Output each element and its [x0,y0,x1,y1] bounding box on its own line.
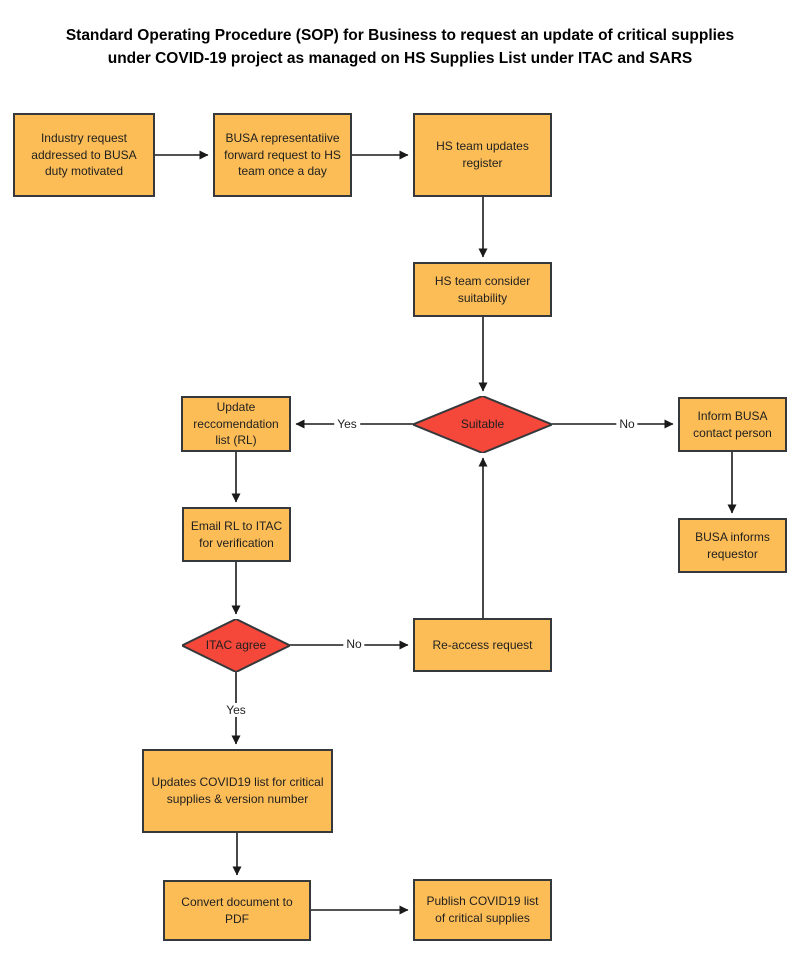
diagram-title-line-2: under COVID-19 project as managed on HS Supplies List under ITAC and SARS [107,50,693,67]
node-label: Re-access request [432,637,533,652]
node-label: BUSA representatiive forward request to HS team once a day [224,130,341,179]
node-label: Publish COVID19 list of critical supplies [426,894,539,925]
node-label: Update reccomendation list (RL) [193,399,279,448]
node-label: Suitable [460,417,505,432]
node-label: BUSA informs requestor [695,529,770,561]
edge-label-suitable-no: No [616,417,637,431]
node-updates-covid19-list[interactable] [142,749,333,833]
edge-label-itac-no: No [343,637,364,651]
node-industry-request[interactable] [13,113,155,197]
node-hs-team-consider-suitability[interactable] [413,262,552,317]
node-label: HS team consider suitability [434,273,531,305]
node-inform-busa-contact[interactable] [678,397,787,452]
node-label: ITAC agree [205,638,267,653]
node-label: Inform BUSA contact person [693,408,772,440]
node-label: Convert document to PDF [181,894,293,926]
node-label: HS team updates register [436,139,529,170]
node-email-rl-to-itac[interactable] [182,507,291,562]
diagram-title-line-1: Standard Operating Procedure (SOP) for Business to request an update of critical supplies [65,27,735,44]
node-busa-representative[interactable] [213,113,352,197]
node-label: Email RL to ITAC for verification [190,518,283,550]
node-itac-agree-decision[interactable] [182,619,290,672]
edge-label-suitable-yes: Yes [334,417,360,431]
node-suitable-decision[interactable] [413,396,552,453]
node-busa-informs-requestor[interactable] [678,518,787,573]
edge-label-itac-yes: Yes [223,703,249,717]
node-publish-covid19-list[interactable] [413,879,552,941]
node-hs-team-updates-register[interactable] [413,113,552,197]
node-reaccess-request[interactable] [413,618,552,672]
node-update-recommendation-list[interactable] [181,396,291,452]
node-convert-document-to-pdf[interactable] [163,880,311,941]
node-label: Industry request addressed to BUSA duty motivated [31,130,137,179]
node-label: Updates COVID19 list for critical supplies & version number [151,775,324,806]
